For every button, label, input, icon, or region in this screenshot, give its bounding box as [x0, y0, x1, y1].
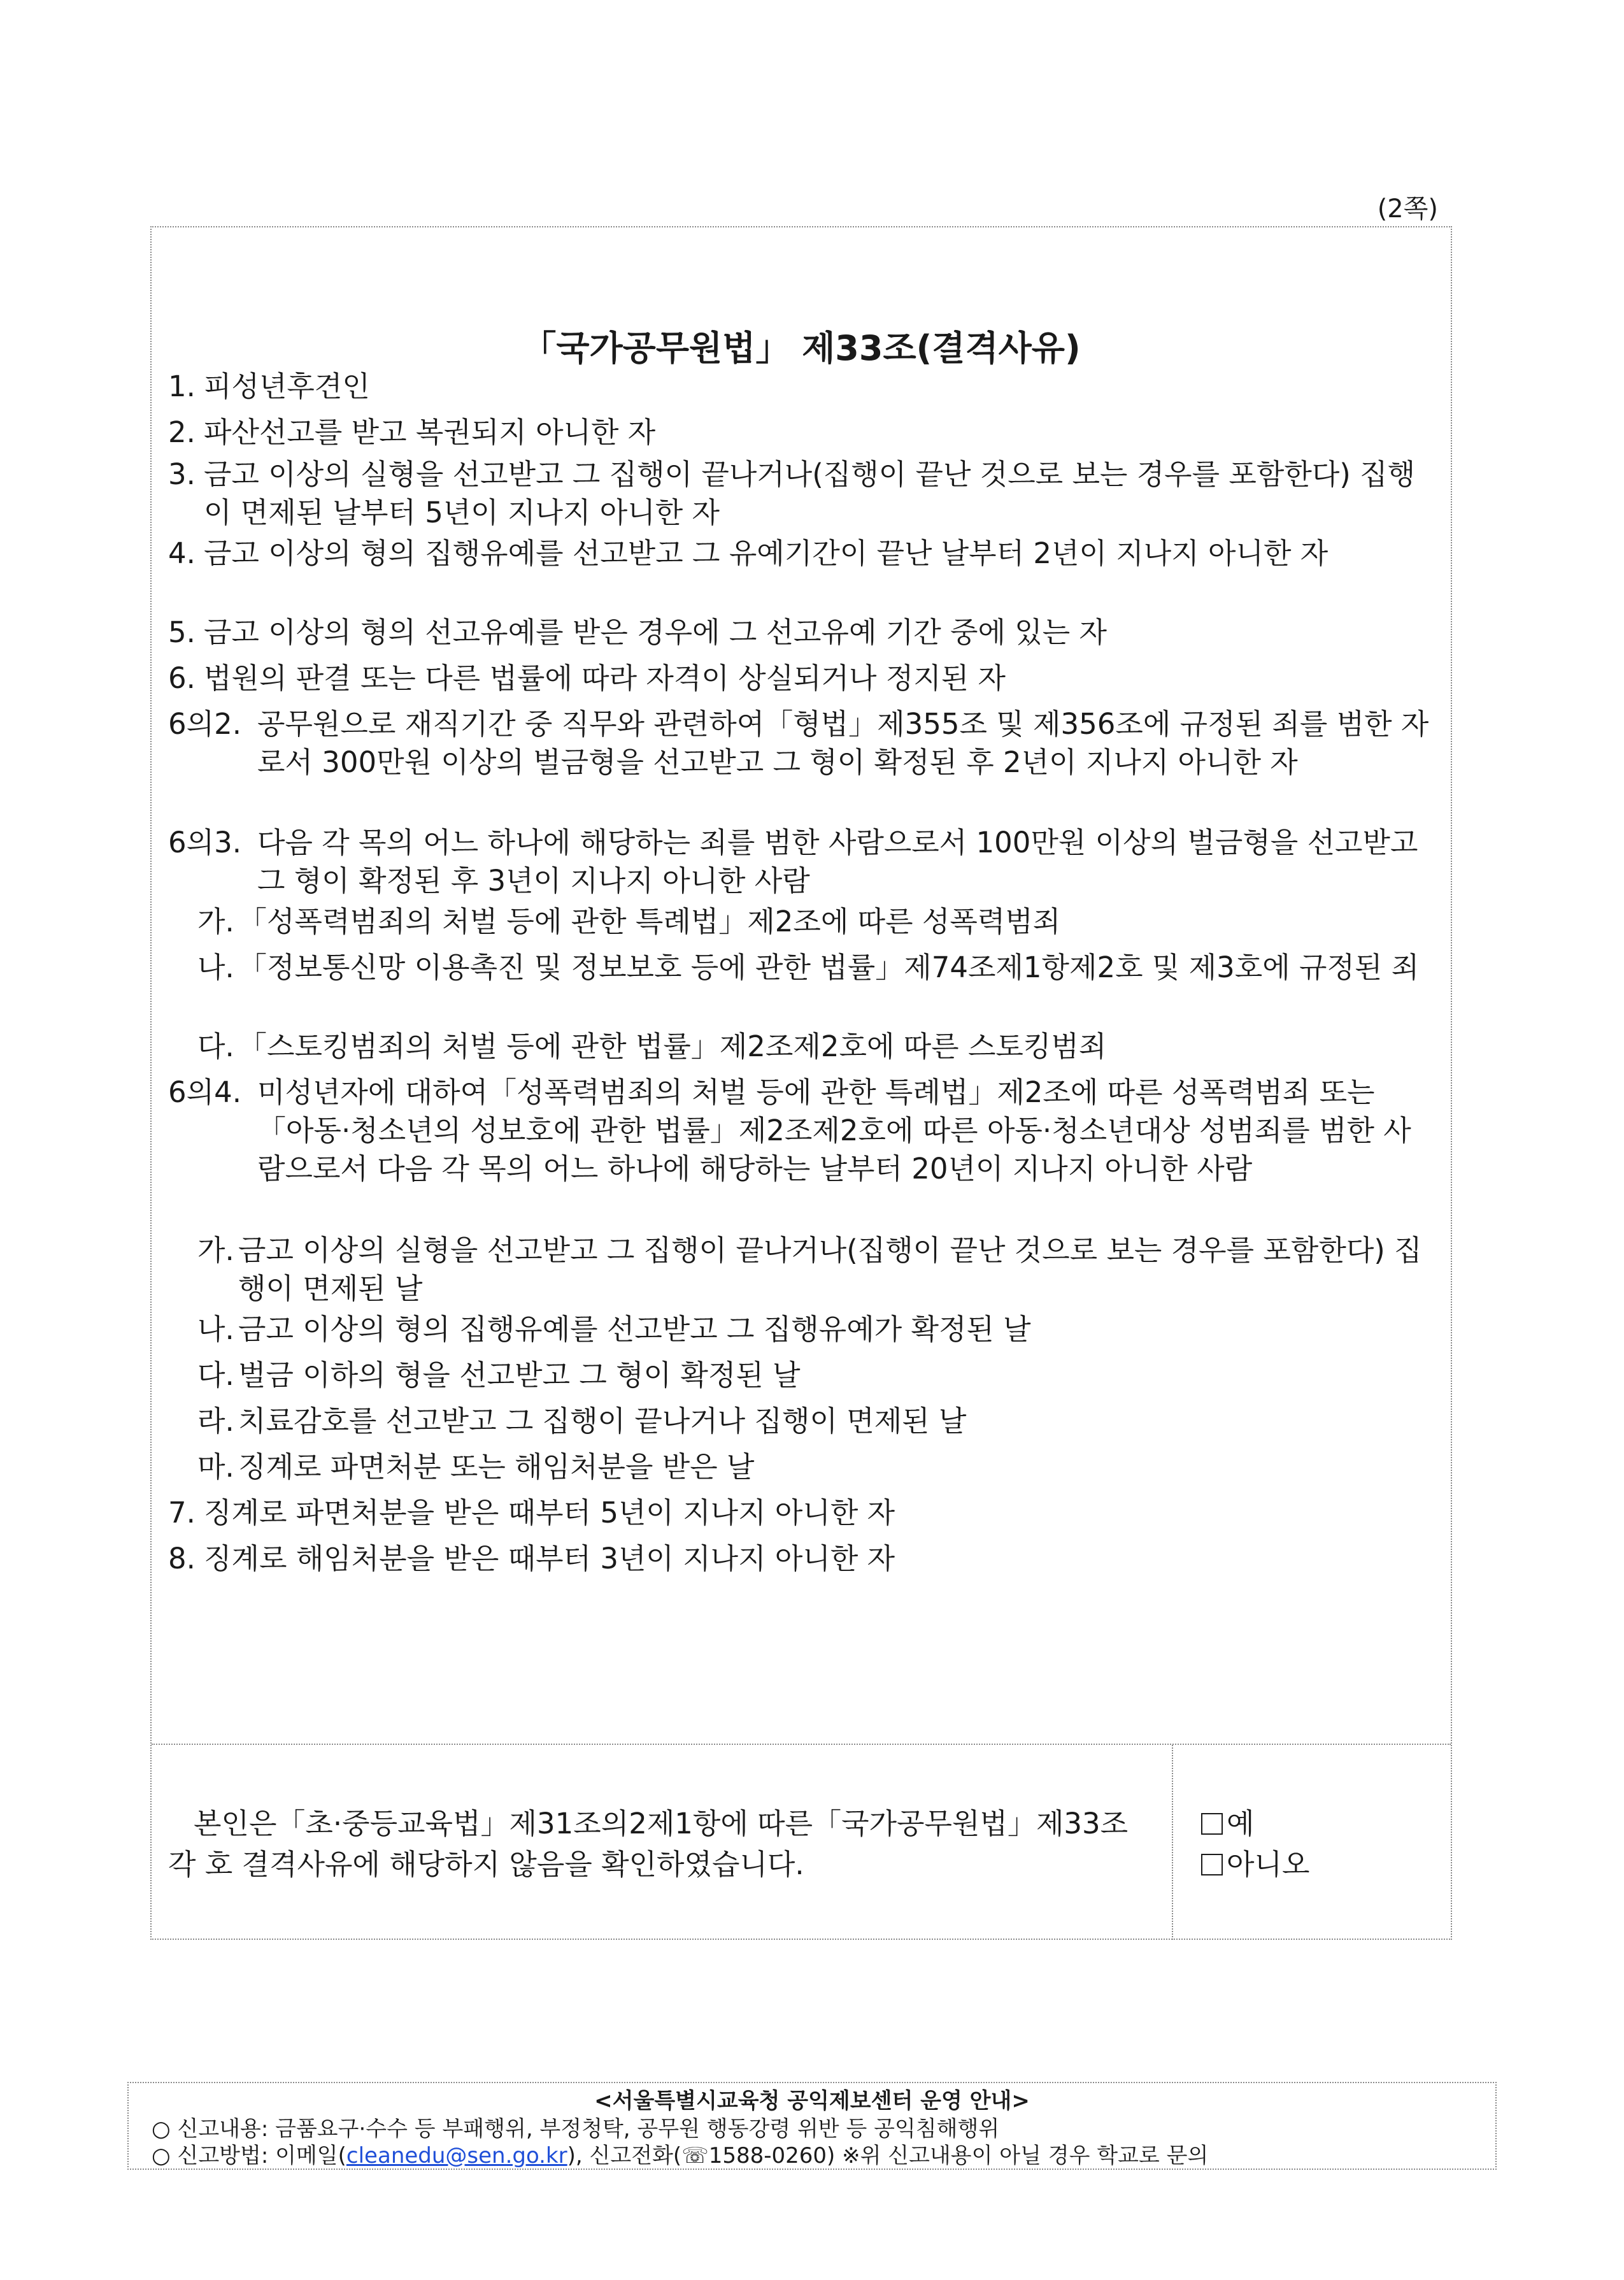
item-text: 금고 이상의 형의 집행유예를 선고받고 그 유예기간이 끝난 날부터 2년이 지나지 아니한 자	[204, 536, 1328, 570]
page-number: (2쪽)	[1377, 194, 1438, 224]
item-number: 나.	[197, 950, 234, 984]
item-text: 피성년후견인	[204, 369, 370, 403]
item-number: 다.	[197, 1029, 234, 1063]
item-number: 가.	[197, 1233, 234, 1267]
item-text: 치료감호를 선고받고 그 집행이 끝나거나 집행이 면제된 날	[238, 1404, 967, 1438]
footer-report-content: ○ 신고내용: 금품요구·수수 등 부패행위, 부정청탁, 공무원 행동강령 위반 등 공익침해행위	[152, 2116, 1000, 2142]
item-number: 라.	[197, 1404, 234, 1438]
item-number: 6의4.	[168, 1075, 242, 1109]
item-text: 금고 이상의 실형을 선고받고 그 집행이 끝나거나(집행이 끝난 것으로 보는 경우를 포함한다) 집행이 면제된 날	[238, 1233, 1422, 1305]
list-item	[168, 824, 1429, 900]
item-text: 징계로 파면처분을 받은 때부터 5년이 지나지 아니한 자	[204, 1496, 895, 1530]
checkbox-yes[interactable]	[1201, 1813, 1223, 1835]
item-text: 금고 이상의 형의 선고유예를 받은 경우에 그 선고유예 기간 중에 있는 자	[204, 615, 1107, 649]
confirmation-statement: 본인은「초·중등교육법」제31조의2제1항에 따른「국가공무원법」제33조 각 호 결격사유에 해당하지 않음을 확인하였습니다.	[168, 1807, 1129, 1881]
sub-item	[197, 949, 1429, 987]
sub-item	[197, 1356, 1429, 1395]
sub-item	[197, 1448, 1429, 1486]
footer-notice	[127, 2082, 1497, 2170]
list-item	[168, 413, 1429, 452]
footer-report-method	[152, 2142, 1208, 2170]
document-title: 「국가공무원법」 제33조(결격사유)	[522, 328, 1081, 368]
list-item	[168, 705, 1429, 782]
checkbox-no[interactable]	[1201, 1854, 1223, 1875]
item-text: 「성폭력범죄의 처벌 등에 관한 특례법」제2조에 따른 성폭력범죄	[238, 905, 1061, 938]
item-text: 미성년자에 대하여「성폭력범죄의 처벌 등에 관한 특례법」제2조에 따른 성폭력범죄 또는「아동·청소년의 성보호에 관한 법률」제2조제2호에 따른 아동·청소년대상 성범죄를 범한 사람으로서 다음 각 목의 어느 하나에 해당하는 날부터 20년이 지나지 아니한 사람	[257, 1075, 1411, 1186]
email-link[interactable]: cleanedu@sen.go.kr	[346, 2143, 567, 2169]
item-number: 6.	[168, 661, 196, 695]
item-number: 마.	[197, 1450, 234, 1484]
item-text: 징계로 파면처분 또는 해임처분을 받은 날	[238, 1450, 755, 1484]
sub-item	[197, 1231, 1429, 1308]
footer-title: <서울특별시교육청 공익제보센터 운영 안내>	[594, 2088, 1030, 2114]
item-text: 벌금 이하의 형을 선고받고 그 형이 확정된 날	[238, 1358, 801, 1392]
list-item	[168, 368, 1429, 406]
item-text: 법원의 판결 또는 다른 법률에 따라 자격이 상실되거나 정지된 자	[204, 661, 1006, 695]
sub-item	[197, 1402, 1429, 1440]
item-text: 공무원으로 재직기간 중 직무와 관련하여「형법」제355조 및 제356조에 규정된 죄를 범한 자로서 300만원 이상의 벌금형을 선고받고 그 형이 확정된 후 2년이 지나지 아니한 자	[257, 707, 1429, 779]
item-number: 7.	[168, 1496, 196, 1530]
item-number: 8.	[168, 1542, 196, 1575]
list-item	[168, 534, 1429, 573]
item-number: 1.	[168, 369, 196, 403]
item-text: 징계로 해임처분을 받은 때부터 3년이 지나지 아니한 자	[204, 1542, 895, 1575]
item-number: 4.	[168, 536, 196, 570]
item-text: 다음 각 목의 어느 하나에 해당하는 죄를 범한 사람으로서 100만원 이상의 벌금형을 선고받고 그 형이 확정된 후 3년이 지나지 아니한 사람	[257, 826, 1418, 898]
confirmation-row	[152, 1744, 1451, 1940]
confirmation-options	[1201, 1803, 1309, 1885]
item-number: 3.	[168, 457, 196, 491]
item-text: 「정보통신망 이용촉진 및 정보보호 등에 관한 법률」제74조제1항제2호 및 제3호에 규정된 죄	[238, 950, 1420, 984]
disqualification-form-box	[150, 226, 1452, 1940]
item-number: 6의3.	[168, 826, 242, 859]
item-text: 파산선고를 받고 복권되지 아니한 자	[204, 415, 656, 449]
list-item	[168, 1073, 1429, 1188]
item-number: 2.	[168, 415, 196, 449]
list-item	[168, 613, 1429, 652]
item-text: 「스토킹범죄의 처벌 등에 관한 법률」제2조제2호에 따른 스토킹범죄	[238, 1029, 1107, 1063]
item-number: 6의2.	[168, 707, 242, 741]
sub-item	[197, 903, 1429, 941]
list-item	[168, 455, 1429, 532]
sub-item	[197, 1310, 1429, 1349]
item-number: 나.	[197, 1312, 234, 1346]
sub-item	[197, 1028, 1429, 1066]
confirmation-divider	[1172, 1745, 1173, 1940]
option-yes-label: 예	[1227, 1807, 1255, 1840]
option-no[interactable]	[1201, 1844, 1309, 1885]
option-yes[interactable]	[1201, 1803, 1309, 1844]
item-text: 금고 이상의 실형을 선고받고 그 집행이 끝나거나(집행이 끝난 것으로 보는 경우를 포함한다) 집행이 면제된 날부터 5년이 지나지 아니한 자	[204, 457, 1416, 529]
list-item	[168, 1494, 1429, 1532]
list-item	[168, 659, 1429, 698]
item-text: 금고 이상의 형의 집행유예를 선고받고 그 집행유예가 확정된 날	[238, 1312, 1031, 1346]
footer-method-suffix: ), 신고전화(☏1588-0260) ※위 신고내용이 아닐 경우 학교로 문의	[567, 2143, 1209, 2169]
item-number: 가.	[197, 905, 234, 938]
item-number: 5.	[168, 615, 196, 649]
list-item	[168, 1540, 1429, 1578]
item-number: 다.	[197, 1358, 234, 1392]
footer-method-prefix: ○ 신고방법: 이메일(	[152, 2143, 346, 2169]
option-no-label: 아니오	[1227, 1847, 1310, 1881]
